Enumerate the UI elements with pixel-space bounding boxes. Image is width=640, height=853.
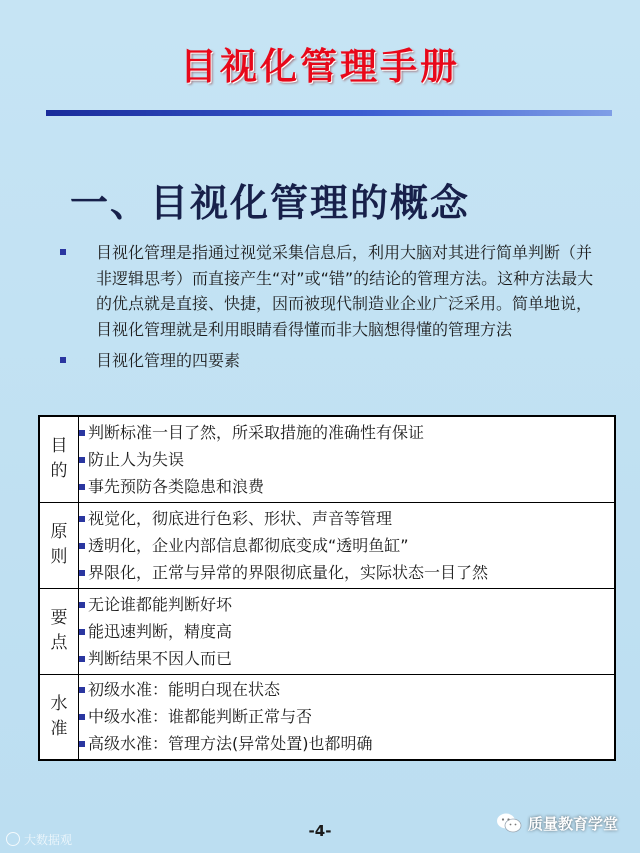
bullet-text: 目视化管理是指通过视觉采集信息后，利用大脑对其进行简单判断（并非逻辑思考）而直接产生“对”或“错”的结论的管理方法。这种方法最大的优点就是直接、快捷，因而被现代制造业企业广泛采用。简单地说，目视化管理就是利用眼睛看得懂而非大脑想得懂的管理方法 [96, 243, 594, 339]
page-title: 目视化管理手册 [180, 45, 460, 88]
list-item: 判断标准一目了然，所采取措施的准确性有保证 [79, 419, 614, 446]
wechat-icon [496, 812, 522, 834]
row-label: 水 准 [39, 674, 79, 760]
table-row [39, 674, 615, 760]
list-item: 判断结果不因人而已 [79, 645, 614, 672]
bullet-item [60, 240, 600, 342]
square-bullet-icon [60, 249, 66, 255]
square-bullet-icon [60, 357, 66, 363]
list-item: 无论谁都能判断好坏 [79, 591, 614, 618]
title-divider [46, 110, 612, 116]
row-label: 目 的 [39, 416, 79, 502]
table-row [39, 502, 615, 588]
list-item: 高级水准：管理方法(异常处置)也都明确 [79, 730, 614, 757]
square-bullet-icon [79, 484, 85, 490]
square-bullet-icon [79, 570, 85, 576]
list-item: 视觉化，彻底进行色彩、形状、声音等管理 [79, 505, 614, 532]
watermark-right-text: 质量教育学堂 [527, 814, 618, 833]
list-item: 界限化，正常与异常的界限彻底量化，实际状态一目了然 [79, 559, 614, 586]
bullet-list [60, 240, 600, 380]
bullet-text: 目视化管理的四要素 [96, 351, 241, 370]
row-items [79, 502, 616, 588]
page-number: -4- [308, 822, 332, 840]
row-label: 要 点 [39, 588, 79, 674]
list-item: 事先预防各类隐患和浪费 [79, 473, 614, 500]
section-heading: 一、目视化管理的概念 [70, 181, 471, 225]
square-bullet-icon [79, 656, 85, 662]
table-row [39, 416, 615, 502]
row-items [79, 588, 616, 674]
square-bullet-icon [79, 516, 85, 522]
list-item: 透明化，企业内部信息都彻底变成“透明鱼缸” [79, 532, 614, 559]
watermark-right [496, 812, 618, 834]
square-bullet-icon [79, 629, 85, 635]
square-bullet-icon [79, 457, 85, 463]
watermark-left-text: 大数据观 [24, 832, 73, 847]
watermark-logo-icon [6, 832, 20, 846]
square-bullet-icon [79, 714, 85, 720]
row-items [79, 416, 616, 502]
square-bullet-icon [79, 687, 85, 693]
row-items [79, 674, 616, 760]
list-item: 中级水准：谁都能判断正常与否 [79, 703, 614, 730]
watermark-left [6, 829, 72, 849]
row-label: 原 则 [39, 502, 79, 588]
square-bullet-icon [79, 430, 85, 436]
four-elements-table [38, 415, 616, 761]
bullet-item [60, 348, 600, 374]
table-row [39, 588, 615, 674]
square-bullet-icon [79, 543, 85, 549]
list-item: 初级水准：能明白现在状态 [79, 676, 614, 703]
list-item: 防止人为失误 [79, 446, 614, 473]
square-bullet-icon [79, 741, 85, 747]
square-bullet-icon [79, 602, 85, 608]
list-item: 能迅速判断，精度高 [79, 618, 614, 645]
